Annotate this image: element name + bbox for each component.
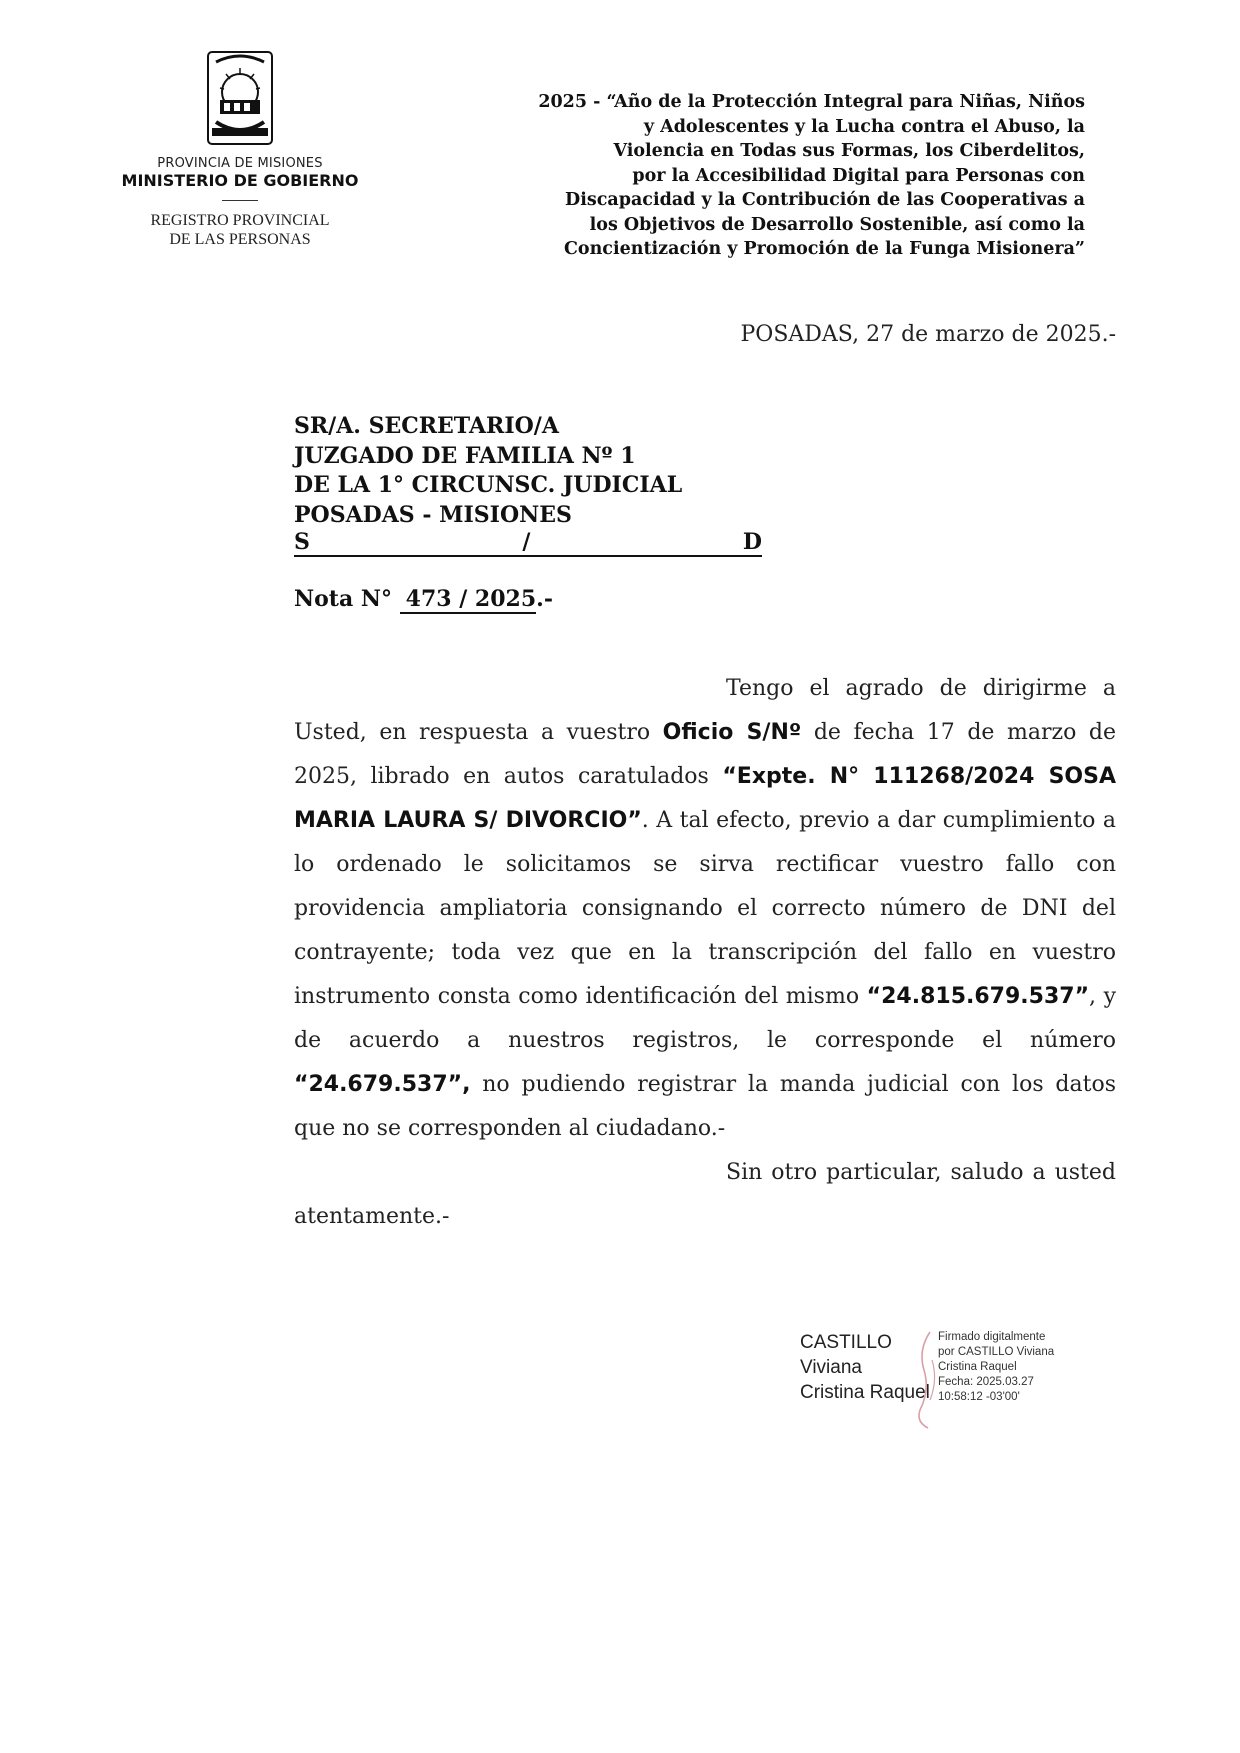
body-text-segment: , y de acuerdo a nuestros registros, le corresponde el número [294, 984, 1117, 1053]
addressee-line: JUZGADO DE FAMILIA Nº 1 [294, 442, 636, 469]
case-reference: “Expte. N° 111268/2024 SOSA MARIA LAURA S/ DIVORCIO” [294, 764, 1116, 833]
addressee-line: SR/A. SECRETARIO/A [294, 413, 559, 439]
note-number: 473 / 2025 [400, 586, 537, 614]
sd-s: S [294, 529, 310, 555]
digital-signature [800, 1330, 1100, 1430]
place-and-date: POSADAS, 27 de marzo de 2025.- [740, 322, 1116, 347]
sd-line [294, 530, 762, 557]
signature-detail-line: Fecha: 2025.03.27 [938, 1376, 1034, 1388]
registry-line-2: DE LAS PERSONAS [169, 231, 311, 248]
motto-line: Concientización y Promoción de la Funga Misionera” [563, 239, 1085, 259]
sd-slash: / [522, 529, 531, 555]
body-text-segment: Tengo el agrado de dirigirme a Usted, en respuesta a vuestro [294, 676, 1116, 745]
sd-d: D [742, 529, 762, 555]
signature-detail-line: Firmado digitalmente [938, 1331, 1046, 1343]
body-text-segment: . A tal efecto, previo a dar cumplimiento a lo ordenado le solicitamos se sirva rectificar vuestro fallo con providencia ampliatoria consignando el correcto número de DNI del contrayente; toda vez que en la transcripción del fallo en vuestro instrumento consta como identificación del mismo [294, 808, 1116, 1009]
letter-body [294, 667, 1116, 1239]
motto-line: por la Accesibilidad Digital para Personas con [632, 165, 1085, 186]
addressee-line: POSADAS - MISIONES [294, 501, 572, 528]
signer-name-line: Viviana [800, 1357, 862, 1378]
signature-detail-line: Cristina Raquel [938, 1361, 1017, 1373]
body-text-segment: de fecha 17 de marzo de 2025, librado en autos caratulados [294, 720, 1116, 789]
provincial-seal-icon [190, 48, 290, 148]
motto-line: Discapacidad y la Contribución de las Cooperativas a [565, 190, 1085, 210]
ministry-name: MINISTERIO DE GOBIERNO [121, 171, 359, 190]
year-motto [480, 90, 1085, 262]
province-name: PROVINCIA DE MISIONES [157, 156, 323, 171]
signature-detail-line: 10:58:12 -03'00' [938, 1391, 1020, 1403]
body-paragraph-1 [294, 667, 1116, 1151]
oficio-reference: Oficio S/Nº [662, 720, 802, 745]
ministry-logo-block [120, 48, 360, 249]
motto-line: y Adolescentes y la Lucha contra el Abuso, la [643, 116, 1085, 137]
addressee-block [294, 412, 764, 557]
motto-line: Violencia en Todas sus Formas, los Ciberdelitos, [613, 141, 1085, 161]
note-number-line [294, 586, 553, 612]
closing-text: Sin otro particular, saludo a usted atentamente.- [294, 1160, 1116, 1229]
addressee-line: DE LA 1° CIRCUNSC. JUDICIAL [294, 472, 683, 498]
wrong-dni: “24.815.679.537” [866, 984, 1090, 1009]
body-paragraph-2 [294, 1151, 1116, 1239]
correct-dni: “24.679.537”, [294, 1072, 471, 1097]
note-label: Nota N° [294, 586, 392, 612]
note-suffix: .- [536, 586, 553, 612]
logo-divider [222, 200, 258, 201]
motto-line: 2025 - “Año de la Protección Integral para Niñas, Niños [538, 92, 1085, 112]
signer-name-line: CASTILLO [800, 1332, 892, 1353]
body-text-segment: no pudiendo registrar la manda judicial con los datos que no se corresponden al ciudadano.- [294, 1072, 1116, 1141]
registry-line-1: REGISTRO PROVINCIAL [150, 212, 330, 229]
signer-name-line: Cristina Raquel [800, 1382, 930, 1403]
signature-detail-line: por CASTILLO Viviana [938, 1346, 1055, 1358]
motto-line: los Objetivos de Desarrollo Sostenible, así como la [589, 214, 1085, 235]
signature-details [938, 1330, 1054, 1405]
registry-name [120, 211, 360, 249]
